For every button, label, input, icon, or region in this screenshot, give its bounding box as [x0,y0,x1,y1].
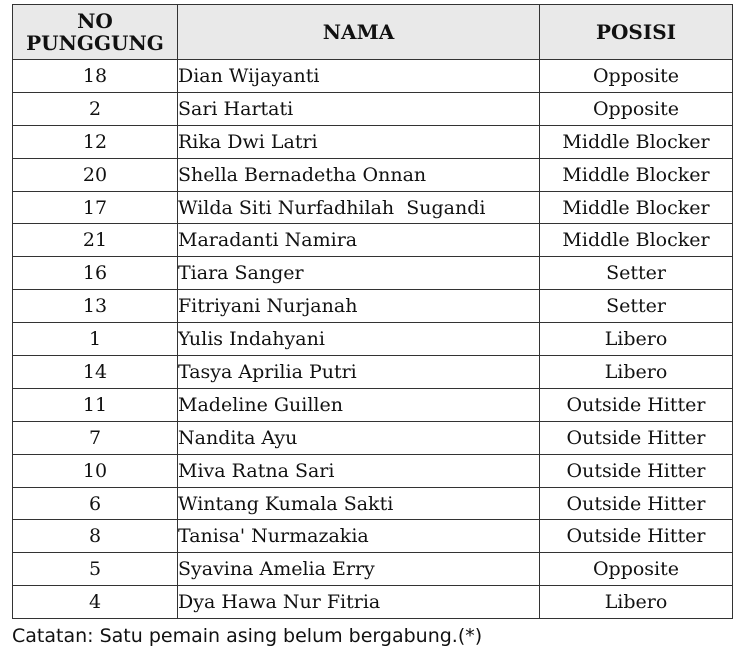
table-header-row [13,5,733,60]
cell-no: 2 [13,92,178,125]
cell-posisi: Outside Hitter [540,421,733,454]
cell-nama: Shella Bernadetha Onnan [178,158,540,191]
cell-posisi: Middle Blocker [540,158,733,191]
cell-nama: Wintang Kumala Sakti [178,487,540,520]
cell-posisi: Libero [540,356,733,389]
header-posisi: POSISI [540,5,733,60]
table-row [13,421,733,454]
cell-nama: Yulis Indahyani [178,323,540,356]
table-row [13,224,733,257]
cell-no: 21 [13,224,178,257]
cell-posisi: Outside Hitter [540,388,733,421]
table-body [13,60,733,619]
cell-no: 7 [13,421,178,454]
table-row [13,323,733,356]
cell-no: 10 [13,454,178,487]
table-row [13,553,733,586]
cell-no: 1 [13,323,178,356]
cell-posisi: Opposite [540,92,733,125]
cell-posisi: Middle Blocker [540,224,733,257]
header-no-line1: NO [77,9,113,33]
cell-posisi: Outside Hitter [540,454,733,487]
cell-no: 17 [13,191,178,224]
cell-nama: Dian Wijayanti [178,60,540,93]
cell-no: 12 [13,125,178,158]
cell-no: 5 [13,553,178,586]
cell-nama: Wilda Siti Nurfadhilah Sugandi [178,191,540,224]
table-row [13,356,733,389]
cell-posisi: Opposite [540,553,733,586]
table-row [13,388,733,421]
header-no-punggung [13,5,178,60]
cell-posisi: Opposite [540,60,733,93]
header-nama: NAMA [178,5,540,60]
cell-posisi: Outside Hitter [540,520,733,553]
cell-nama: Tasya Aprilia Putri [178,356,540,389]
cell-posisi: Outside Hitter [540,487,733,520]
cell-nama: Miva Ratna Sari [178,454,540,487]
table-row [13,520,733,553]
cell-posisi: Setter [540,257,733,290]
table-row [13,92,733,125]
document [12,4,732,647]
cell-no: 14 [13,356,178,389]
cell-nama: Maradanti Namira [178,224,540,257]
cell-nama: Sari Hartati [178,92,540,125]
cell-no: 4 [13,586,178,619]
cell-no: 16 [13,257,178,290]
cell-posisi: Libero [540,586,733,619]
table-row [13,125,733,158]
cell-posisi: Middle Blocker [540,125,733,158]
table-row [13,290,733,323]
cell-no: 6 [13,487,178,520]
table-row [13,487,733,520]
cell-no: 20 [13,158,178,191]
table-row [13,158,733,191]
table-row [13,60,733,93]
cell-posisi: Libero [540,323,733,356]
cell-no: 18 [13,60,178,93]
roster-table [12,4,733,619]
cell-nama: Tanisa' Nurmazakia [178,520,540,553]
cell-no: 11 [13,388,178,421]
table-row [13,454,733,487]
cell-no: 13 [13,290,178,323]
cell-nama: Syavina Amelia Erry [178,553,540,586]
cell-posisi: Setter [540,290,733,323]
cell-nama: Madeline Guillen [178,388,540,421]
table-row [13,191,733,224]
cell-nama: Tiara Sanger [178,257,540,290]
header-no-line2: PUNGGUNG [26,31,164,55]
cell-nama: Rika Dwi Latri [178,125,540,158]
cell-no: 8 [13,520,178,553]
table-row [13,257,733,290]
cell-nama: Fitriyani Nurjanah [178,290,540,323]
cell-nama: Dya Hawa Nur Fitria [178,586,540,619]
footnote: Catatan: Satu pemain asing belum bergabung.(*) [12,625,483,648]
cell-posisi: Middle Blocker [540,191,733,224]
table-row [13,586,733,619]
cell-nama: Nandita Ayu [178,421,540,454]
